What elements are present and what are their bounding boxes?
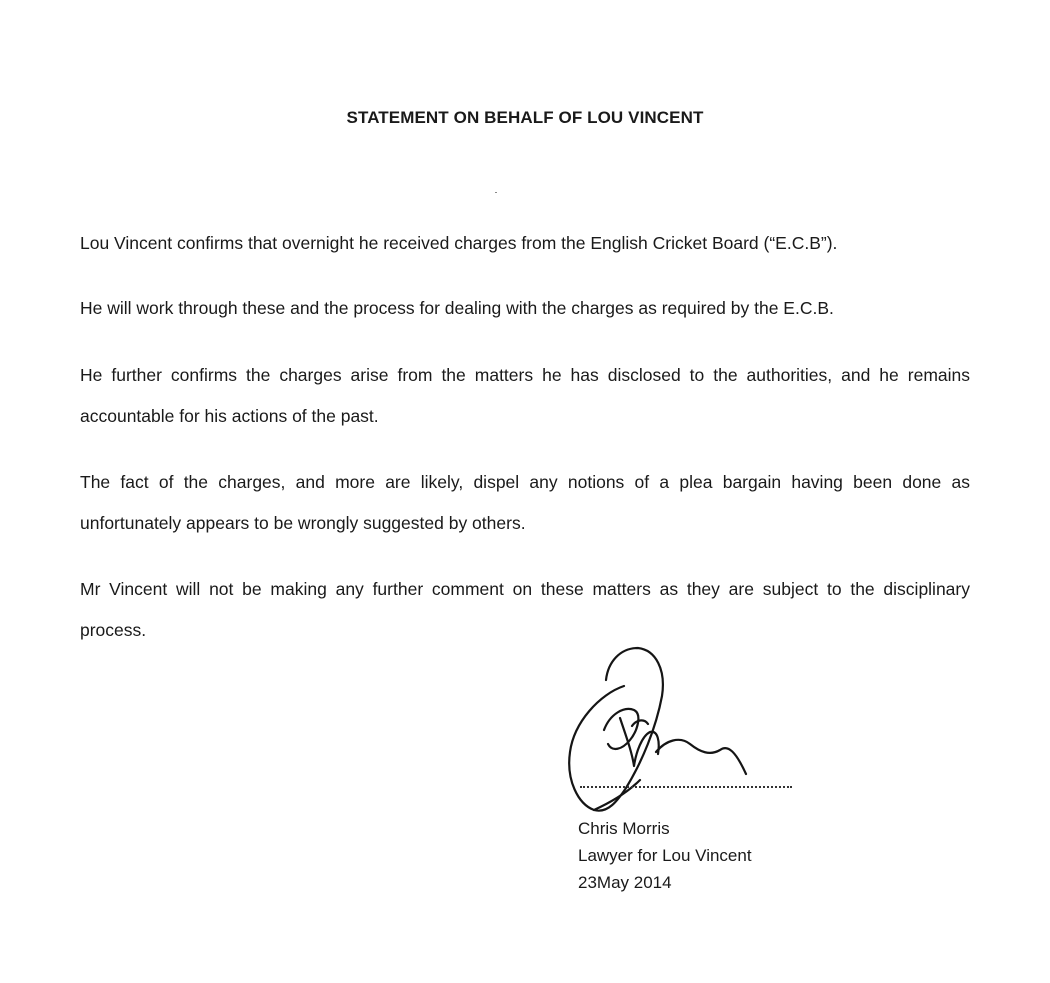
statement-title: STATEMENT ON BEHALF OF LOU VINCENT	[346, 108, 704, 127]
signature-block	[578, 815, 752, 896]
paragraph-plea-bargain: The fact of the charges, and more are likely, dispel any notions of a plea bargain having been done as unfortunately appears to be wrongly suggested by others.	[80, 472, 970, 533]
signatory-date: 23May 2014	[578, 873, 672, 892]
signatory-role: Lawyer for Lou Vincent	[578, 846, 752, 865]
paragraph-no-further-comment: Mr Vincent will not be making any further comment on these matters as they are subject to the disciplinary process.	[80, 579, 970, 640]
paragraph-accountability: He further confirms the charges arise from the matters he has disclosed to the authorities, and he remains accountable for his actions of the past.	[80, 365, 970, 426]
signature-dotted-line	[580, 786, 792, 788]
paragraph-work-through-process: He will work through these and the process for dealing with the charges as required by the E.C.B.	[80, 298, 834, 318]
paragraph-charges-received: Lou Vincent confirms that overnight he received charges from the English Cricket Board (“E.C.B”).	[80, 233, 838, 253]
handwritten-signature	[560, 640, 800, 820]
signatory-name: Chris Morris	[578, 819, 670, 838]
scan-speck	[495, 192, 497, 193]
